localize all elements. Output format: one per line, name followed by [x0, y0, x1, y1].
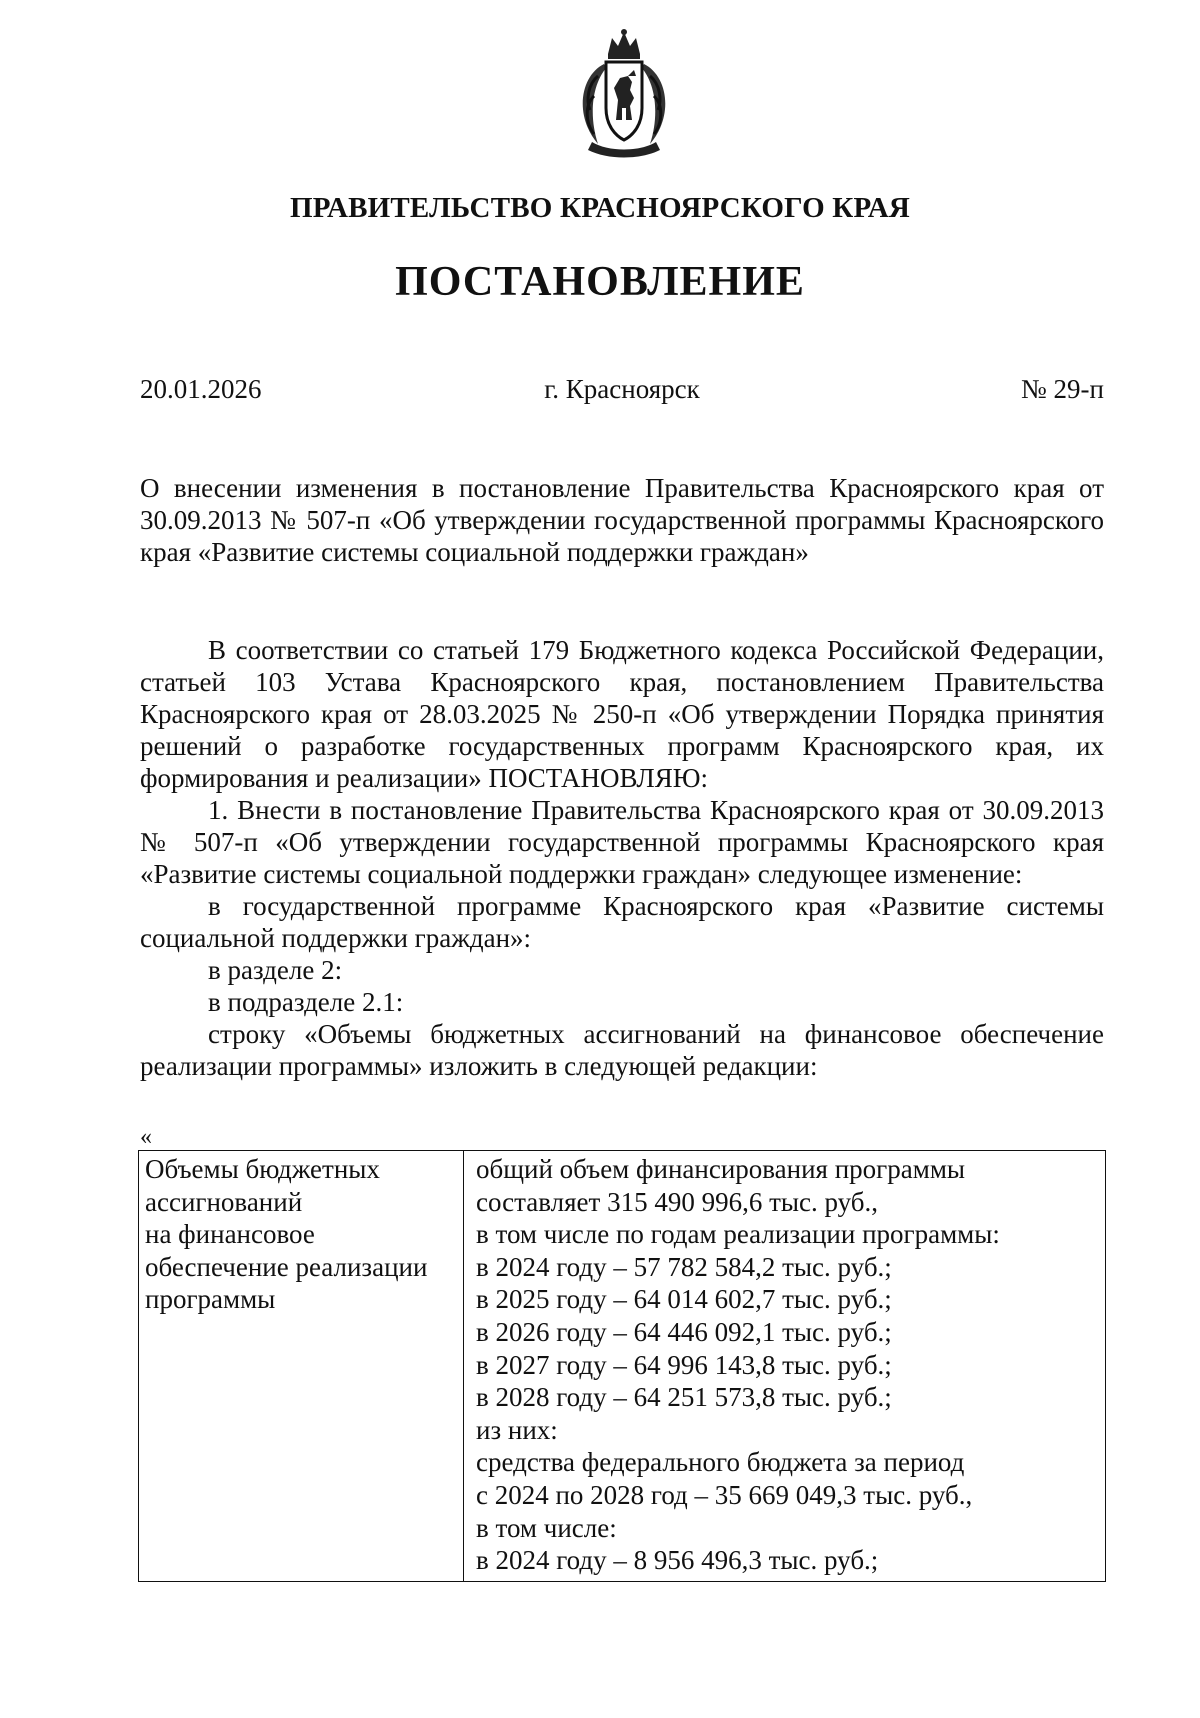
body-paragraph: В соответствии со статьей 179 Бюджетного кодекса Российской Федерации, статьей 103 Устава Красноярского края, постановлением Правительства Красноярского края от 28.03.2025 № 250-п «Об утверждении Порядка принятия решений о разработке государственных программ Красноярского края, их формирования и реализации» ПОСТАНОВЛЯЮ:: [140, 635, 1104, 793]
document-number: № 29-п: [1021, 374, 1104, 404]
body-paragraph: 1. Внести в постановление Правительства Красноярского края от 30.09.2013 № 507-п «Об утверждении государственной программы Красноярского края «Развитие системы социальной поддержки граждан» следующее изменение:: [140, 795, 1104, 889]
document-meta-row: [140, 374, 1104, 408]
value-line: составляет 315 490 996,6 тыс. руб.,: [476, 1186, 879, 1217]
value-line: в том числе:: [476, 1512, 617, 1543]
table-value-cell: [464, 1151, 1106, 1582]
value-line: в 2025 году – 64 014 602,7 тыс. руб.;: [476, 1284, 892, 1315]
value-line: в 2024 году – 8 956 496,3 тыс. руб.;: [476, 1545, 879, 1576]
organization-name: ПРАВИТЕЛЬСТВО КРАСНОЯРСКОГО КРАЯ: [289, 192, 911, 224]
value-line: с 2024 по 2028 год – 35 669 049,3 тыс. руб.,: [476, 1479, 973, 1510]
label-line: на финансовое: [145, 1219, 315, 1250]
body-paragraph: в подразделе 2.1:: [208, 987, 404, 1017]
value-line: в 2024 году – 57 782 584,2 тыс. руб.;: [476, 1251, 892, 1282]
label-line: Объемы бюджетных: [145, 1154, 380, 1184]
financing-table: [138, 1150, 1106, 1582]
value-line: в 2026 году – 64 446 092,1 тыс. руб.;: [476, 1316, 892, 1347]
document-body: [140, 634, 1104, 1082]
label-line: ассигнований: [145, 1186, 303, 1217]
value-line: в 2027 году – 64 996 143,8 тыс. руб.;: [476, 1349, 892, 1380]
document-date: 20.01.2026: [140, 374, 262, 404]
opening-quote-mark: «: [140, 1124, 152, 1150]
table-row: [139, 1151, 1106, 1582]
label-line: обеспечение реализации: [145, 1251, 428, 1282]
document-subject: О внесении изменения в постановление Правительства Красноярского края от 30.09.2013 № 507-п «Об утверждении государственной программы Красноярского края «Развитие системы социальной поддержки граждан»: [140, 473, 1104, 567]
document-type-title: ПОСТАНОВЛЕНИЕ: [395, 259, 805, 305]
value-line: общий объем финансирования программы: [476, 1154, 966, 1184]
value-line: из них:: [476, 1414, 558, 1445]
value-line: в 2028 году – 64 251 573,8 тыс. руб.;: [476, 1382, 892, 1413]
body-paragraph: в государственной программе Красноярского края «Развитие системы социальной поддержки граждан»:: [140, 891, 1104, 953]
label-line: программы: [145, 1284, 276, 1315]
value-line: средства федерального бюджета за период: [476, 1447, 965, 1478]
value-line: в том числе по годам реализации программы:: [476, 1219, 1000, 1250]
document-city: г. Красноярск: [544, 374, 700, 404]
coat-of-arms-icon: [568, 24, 680, 162]
body-paragraph: в разделе 2:: [208, 955, 343, 985]
body-paragraph: строку «Объемы бюджетных ассигнований на финансовое обеспечение реализации программы» изложить в следующей редакции:: [140, 1019, 1104, 1081]
table-label-cell: [139, 1151, 464, 1582]
